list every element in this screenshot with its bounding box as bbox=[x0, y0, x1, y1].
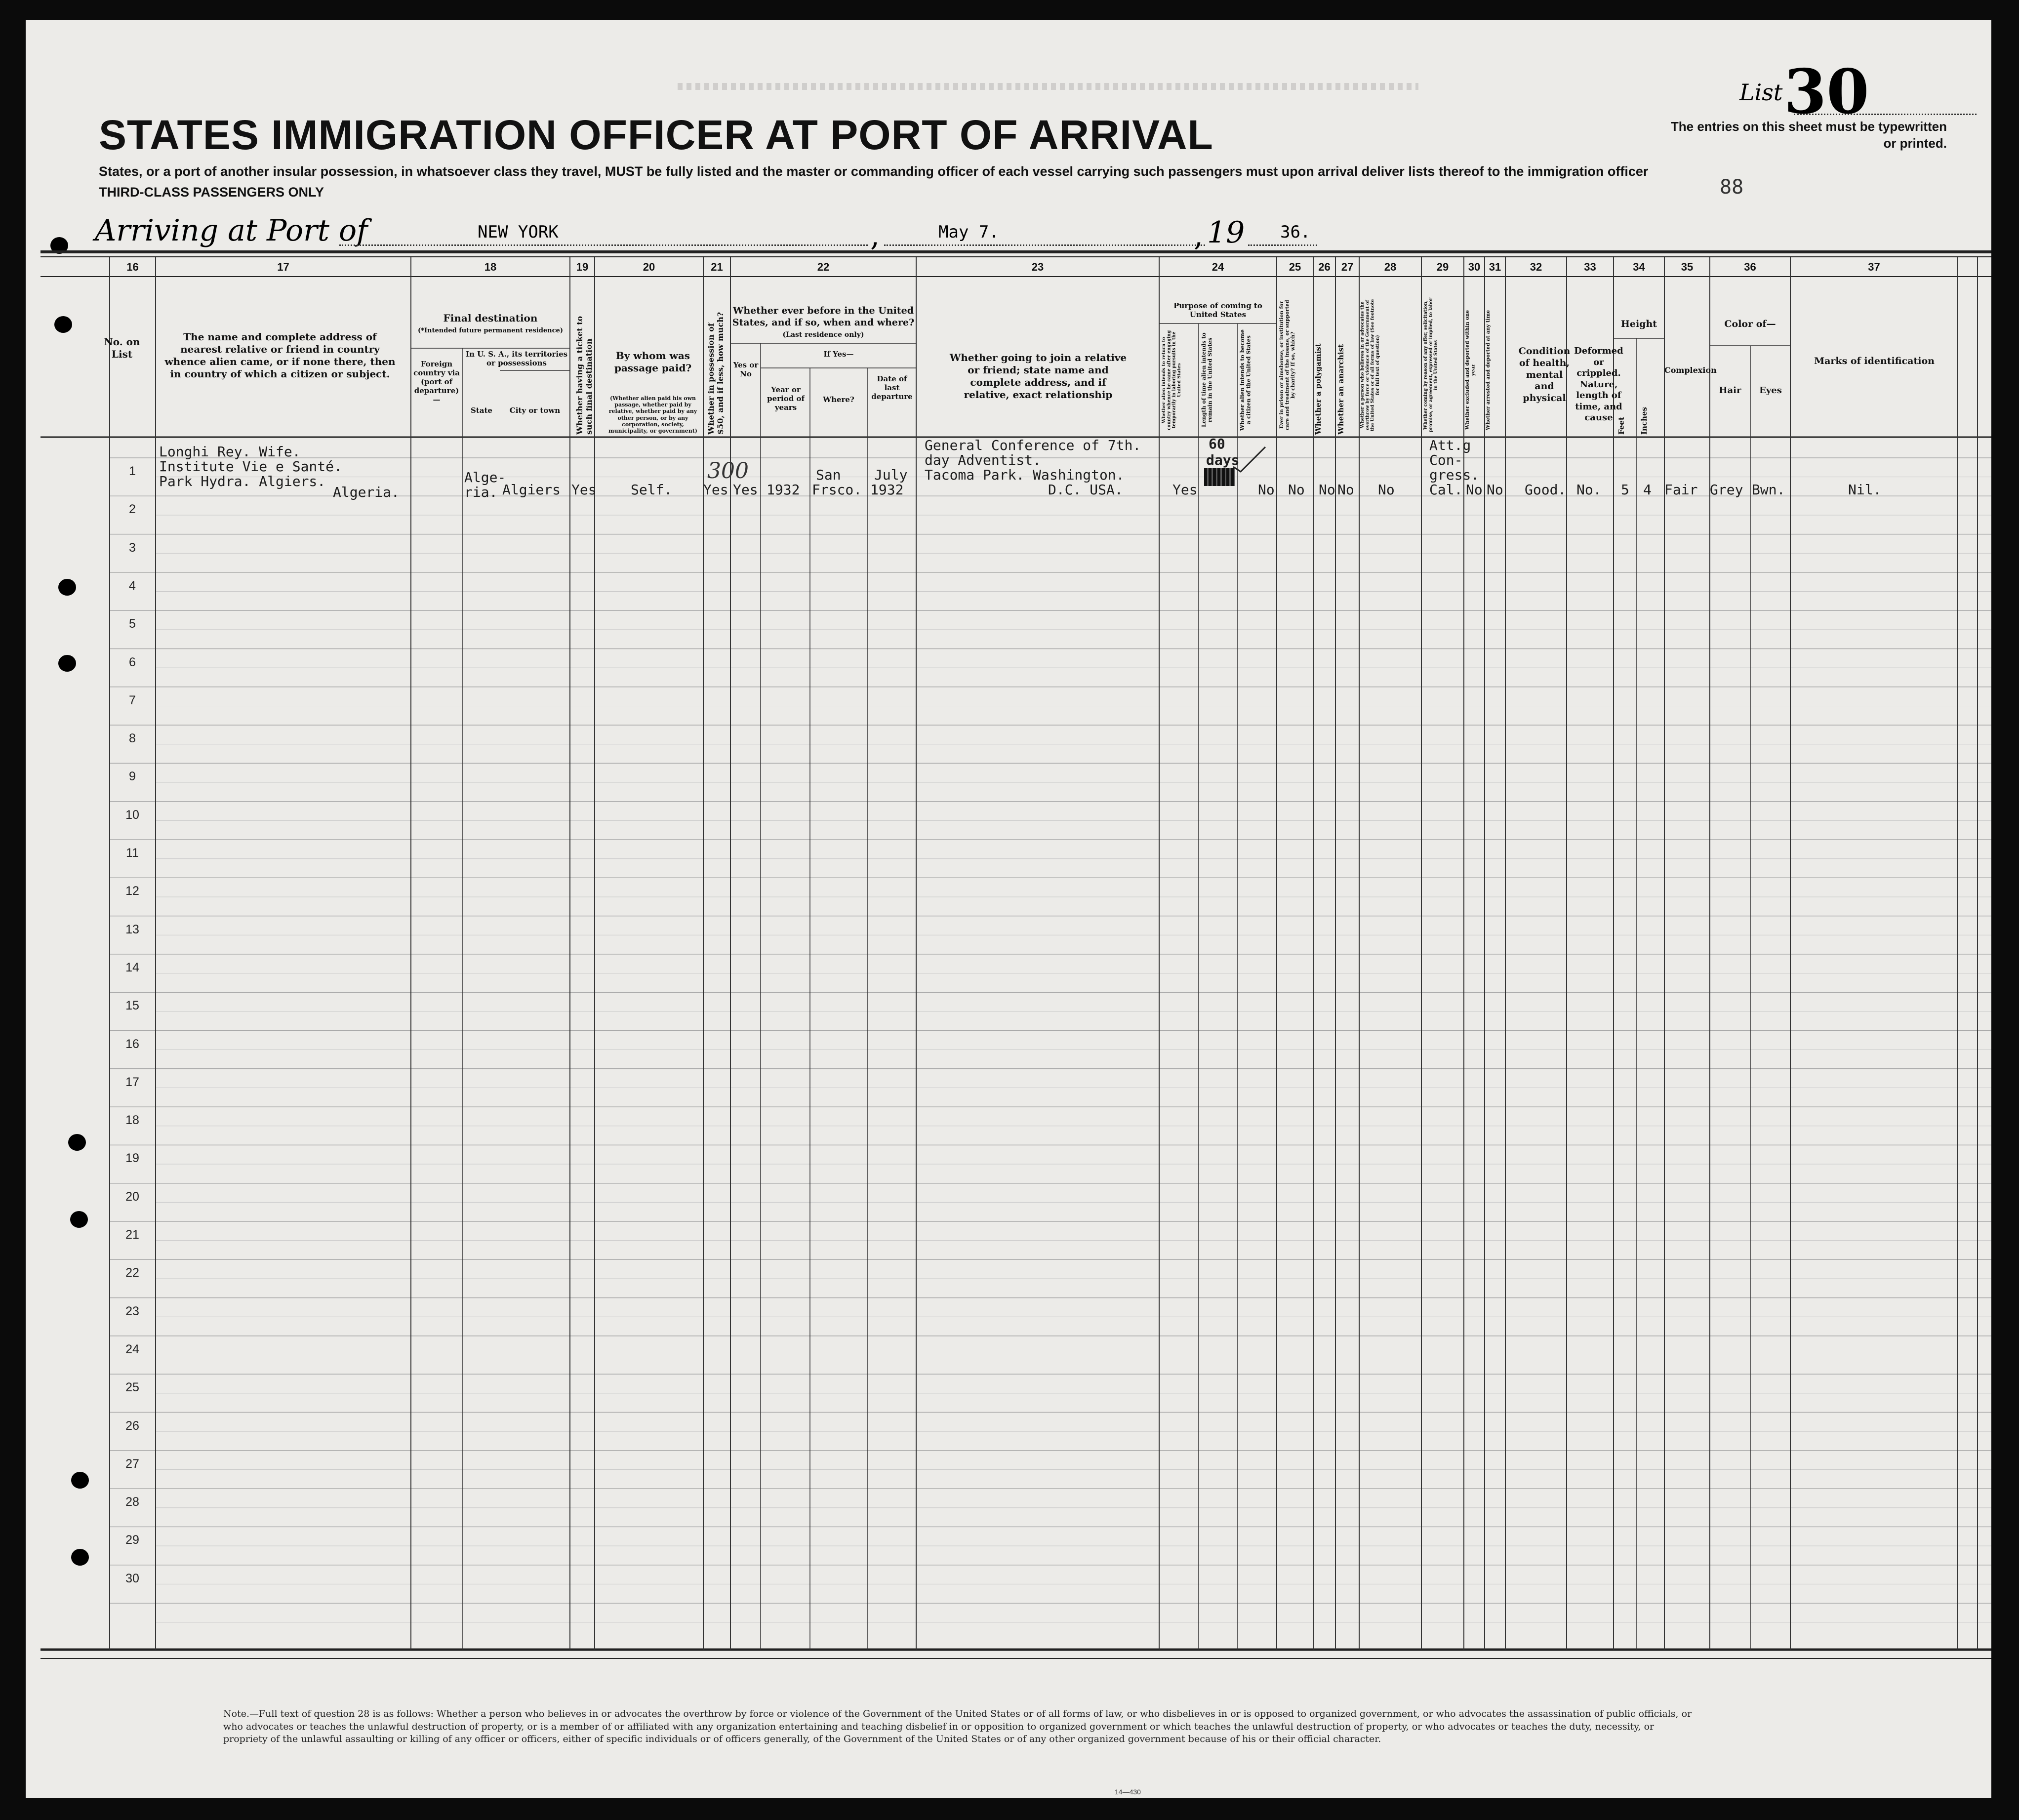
complexion-value: Fair bbox=[1664, 482, 1698, 498]
column-number: 17 bbox=[277, 261, 289, 273]
departure-value: July bbox=[874, 467, 908, 483]
money-value: Yes bbox=[703, 482, 728, 498]
row-number: 28 bbox=[125, 1495, 139, 1509]
length-of-stay-value: days bbox=[1206, 452, 1240, 468]
row-number: 24 bbox=[125, 1342, 139, 1356]
row-number: 30 bbox=[125, 1571, 139, 1585]
arrival-year: 36. bbox=[1280, 222, 1311, 242]
row-number: 13 bbox=[125, 922, 139, 936]
header-money: Whether in possession of $50, and if less, how much? bbox=[706, 312, 725, 435]
entries-note: The entries on this sheet must be typewritten or printed. bbox=[1670, 119, 1947, 151]
state-value: ria. bbox=[464, 484, 498, 500]
before-value: Yes bbox=[733, 482, 758, 498]
check-mark bbox=[1231, 445, 1270, 474]
joining-line: D.C. USA. bbox=[1048, 482, 1123, 498]
row-number: 14 bbox=[125, 960, 139, 974]
row-number: 21 bbox=[125, 1228, 139, 1242]
column-number: 32 bbox=[1530, 261, 1542, 273]
money-amount: 300 bbox=[707, 458, 749, 484]
row-number: 11 bbox=[126, 846, 139, 860]
question-28-value: No bbox=[1378, 482, 1395, 498]
footnote: Note.—Full text of question 28 is as follows: Whether a person who believes in or advocates the overthrow by force or violence of the Government of the United States or of all forms of law, or who disbelieves in or is opposed to organized government, or who advocates the assassination of public officials, or who advocates or teaches the unlawful destruction of property, or is a member of or affiliated with any organization entertaining and teaching disbelief in or opposition to organized government or which teaches the unlawful destruction of property, or who advocates or teaches the duty, necessity, or propriety of the unlawful assaulting or killing of any officer or officers, either of specific individuals or of officers generally, of the Government of the United States or of any other organized government because of his or their official character. bbox=[223, 1708, 1692, 1745]
relative-line: Longhi Rey. Wife. bbox=[159, 444, 301, 460]
polygamist-value: No bbox=[1319, 482, 1335, 498]
row-number: 5 bbox=[129, 617, 136, 631]
row-number: 8 bbox=[129, 731, 136, 746]
row-number: 18 bbox=[125, 1113, 139, 1128]
column-number: 31 bbox=[1489, 261, 1501, 273]
row-number: 17 bbox=[125, 1075, 139, 1089]
length-of-stay-value: 60 bbox=[1209, 436, 1225, 452]
labor-value: Att.g bbox=[1429, 437, 1471, 453]
relative-line: Park Hydra. Algiers. bbox=[159, 473, 326, 489]
joining-line: Tacoma Park. Washington. bbox=[925, 467, 1125, 483]
header-passage-paid: By whom was passage paid? bbox=[614, 350, 692, 374]
header-year-period: Year or period of years bbox=[767, 385, 805, 412]
header-anarchist: Whether an anarchist bbox=[1336, 344, 1345, 435]
column-number: 36 bbox=[1744, 261, 1756, 273]
manifest-sheet: STATES IMMIGRATION OFFICER AT PORT OF ARRIVAL States, or a port of another insular possession, in whatsoever class they travel, MUST be fully listed and the master or commanding officer of each vessel carrying such passengers must upon arrival deliver lists thereof to the immigration officer THIRD-CLASS PASSENGERS ONLY List 30 The entries on this sheet must be typewritten or printed. 88 Arriving at Port of NEW YORK , May 7. , 19 36. 16 17 18 19 20 21 22 23 24 25 26 27 28 29 30 31 32 33 34 35 36 37 No. on List The name and complete address of nearest relative or friend in country whence alien came, or if none there, then in country of which a citizen or subject. Final destination (*Intended future permanent residence) Foreign country via (port of departure)— In U. S. A., its territories or possessions State City or town Whether having a ticket to such final destination By whom was passage paid? (Whether alien paid his own passage, whether paid by relative, whether paid by any other person, or by any corporation, society, municipality, or government) Whether in possession of $50, and if less, how much? Whether ever before in the United States, and if so, when and where? (Last residence only) Yes or No If Yes— Year or period of years Where? Date of last departure Whether going to join a relative or friend; state name and complete address, and if relative, exact relationship Purpose of coming to United States Whether alien intends to return to country whence he came after engaging temporarily in laboring pursuits in the United States Length of time alien intends to remain in the United States Whether alien intends to become a citizen of the United States Ever in prison or almshouse, or institution for care and treatment of the insane, or supported by charity? If so, which? Whether a polygamist Whether an anarchist Whether a person who believes in or advocates the overthrow by force or violence of the Government of the United States or of all forms of law (See footnote for full text of question) Whether coming by reason of any offer, solicitation, promise, or agreement, expressed or implied, to labor in the United States Whether excluded and deported within one year Whether arrested and deported at any time Condition of health, mental and physical Deformed or crippled. Nature, length of time, and cause Height Feet Inches Complexion Color of— Hair Eyes Marks of identification 1 2 3 4 5 6 7 8 9 10 11 12 13 14 15 16 17 18 19 20 21 22 23 24 25 26 27 28 29 30 Longhi Rey. Wife. Institute Vie e Santé. Park Hydra. Algiers. Algeria. Alge- ria. Algiers Yes Self. 300 Yes Yes 1932 San Frsco. July 1932 General Conference of 7th. day Adventist. Tacoma Park. Washington. D.C. USA. Yes 60 days No No No No No Att.g Con- gress. Cal. No No Good. No. 5 4 Fair Grey Bwn. Nil. Note.—Full text of question 28 is as follows: Whether a person who believes in or advocates the overthrow by force or violence of the Government of the United States or of all forms of law, or who disbelieves in or is opposed to organized government, or who advocates the assassination of public officials, or who advocates or teaches the unlawful destruction of property, or is a member of or affiliated with any organization entertaining and teaching disbelief in or opposition to organized government or which teaches the unlawful destruction of property, or who advocates or teaches the duty, necessity, or propriety of the unlawful assaulting or killing of any officer or officers, either of specific individuals or of officers generally, of the Government of the United States or of any other organized government because of his or their official character. 14—430 bbox=[26, 20, 1991, 1798]
row-number: 15 bbox=[125, 999, 139, 1013]
row-number: 26 bbox=[125, 1418, 139, 1433]
joining-line: day Adventist. bbox=[925, 452, 1042, 468]
column-number: 26 bbox=[1318, 261, 1331, 273]
state-value: Alge- bbox=[464, 469, 506, 485]
deformed-value: No. bbox=[1576, 482, 1602, 498]
header-inches: Inches bbox=[1640, 407, 1649, 435]
arrival-date: May 7. bbox=[938, 222, 999, 242]
header-marks: Marks of identification bbox=[1814, 356, 1935, 366]
health-value: Good. bbox=[1525, 482, 1567, 498]
row-number: 27 bbox=[125, 1456, 139, 1471]
header-last-departure: Date of last departure bbox=[871, 374, 913, 401]
header-hair: Hair bbox=[1719, 385, 1741, 396]
joining-line: General Conference of 7th. bbox=[925, 437, 1141, 453]
row-number: 16 bbox=[125, 1037, 139, 1051]
labor-value: gress. bbox=[1429, 467, 1480, 483]
header-relative: The name and complete address of nearest relative or friend in country whence alien came, or if none there, then in country of which a citizen or subject. bbox=[164, 331, 396, 380]
form-title: STATES IMMIGRATION OFFICER AT PORT OF ARRIVAL bbox=[99, 112, 1213, 158]
row-number: 2 bbox=[129, 502, 136, 517]
row-number: 4 bbox=[129, 578, 136, 593]
table-grid bbox=[26, 20, 1991, 1798]
row-number: 1 bbox=[129, 464, 136, 478]
header-feet: Feet bbox=[1617, 417, 1626, 435]
year-value: 1932 bbox=[767, 482, 800, 498]
header-passage-note: (Whether alien paid his own passage, whether paid by relative, whether paid by any other person, or by any corporation, society, municipality, or government) bbox=[608, 395, 698, 434]
header-yes-or-no: Yes or No bbox=[733, 361, 759, 378]
column-number: 24 bbox=[1211, 261, 1224, 273]
arrival-century: 19 bbox=[1207, 215, 1245, 250]
column-number: 22 bbox=[817, 261, 830, 273]
header-city: City or town bbox=[509, 406, 561, 415]
form-instructions: States, or a port of another insular possession, in whatsoever class they travel, MUST be fully listed and the master or commanding officer of each vessel carrying such passengers must upon arrival deliver lists thereof to the immigration officer bbox=[99, 164, 1649, 179]
feet-value: 5 bbox=[1621, 482, 1629, 498]
hair-value: Grey bbox=[1710, 482, 1743, 498]
list-label: List bbox=[1739, 79, 1783, 106]
column-number: 18 bbox=[484, 261, 497, 273]
column-number: 21 bbox=[711, 261, 723, 273]
column-number: 23 bbox=[1031, 261, 1044, 273]
column-number: 27 bbox=[1341, 261, 1354, 273]
column-number: 37 bbox=[1868, 261, 1880, 273]
row-number: 23 bbox=[125, 1304, 139, 1318]
column-number: 33 bbox=[1584, 261, 1596, 273]
header-final-destination-note: (*Intended future permanent residence) bbox=[418, 327, 563, 334]
where-value: San bbox=[816, 467, 841, 483]
labor-value: Con- bbox=[1429, 452, 1463, 468]
header-health: Condition of health, mental and physical bbox=[1518, 346, 1571, 404]
row-number: 12 bbox=[125, 884, 139, 898]
ticket-value: Yes bbox=[571, 482, 597, 498]
row-number: 3 bbox=[129, 540, 136, 555]
struck-out-text bbox=[1204, 468, 1235, 486]
header-if-yes: If Yes— bbox=[823, 350, 854, 359]
header-length-of-stay: Length of time alien intends to remain in the United States bbox=[1201, 332, 1213, 428]
row-number: 10 bbox=[125, 808, 139, 822]
row-number: 9 bbox=[129, 769, 136, 784]
marks-value: Nil. bbox=[1848, 482, 1882, 498]
page-number: 88 bbox=[1720, 176, 1744, 199]
prison-value: No bbox=[1288, 482, 1305, 498]
header-arrested: Whether arrested and deported at any time bbox=[1486, 310, 1491, 430]
header-last-residence: (Last residence only) bbox=[782, 331, 864, 339]
column-number: 16 bbox=[126, 261, 139, 273]
row-number: 20 bbox=[125, 1189, 139, 1204]
where-value: Frsco. bbox=[812, 482, 862, 498]
row-number: 6 bbox=[129, 655, 136, 669]
column-number: 30 bbox=[1468, 261, 1481, 273]
header-list-no: No. on List bbox=[104, 336, 140, 360]
header-complexion: Complexion bbox=[1664, 365, 1717, 375]
passenger-class: THIRD-CLASS PASSENGERS ONLY bbox=[99, 185, 324, 200]
excluded-value: No bbox=[1466, 482, 1483, 498]
column-number: 25 bbox=[1289, 261, 1301, 273]
column-number: 35 bbox=[1681, 261, 1694, 273]
row-number: 25 bbox=[125, 1380, 139, 1395]
header-foreign-country: Foreign country via (port of departure)— bbox=[413, 360, 460, 404]
column-number: 28 bbox=[1384, 261, 1397, 273]
header-labor-offer: Whether coming by reason of any offer, solicitation, promise, or agreement, expressed or implied, to labor in the United States bbox=[1423, 297, 1439, 433]
row-number: 29 bbox=[125, 1533, 139, 1547]
bleed-through bbox=[678, 83, 1418, 90]
header-ticket: Whether having a ticket to such final destination bbox=[575, 316, 594, 435]
column-number: 20 bbox=[643, 261, 655, 273]
anarchist-value: No bbox=[1337, 482, 1354, 498]
relative-line: Institute Vie e Santé. bbox=[159, 458, 342, 475]
header-prison: Ever in prison or almshouse, or institution for care and treatment of the insane, or supported by charity? If so, which? bbox=[1279, 300, 1296, 430]
inches-value: 4 bbox=[1643, 482, 1652, 498]
header-citizen-intent: Whether alien intends to become a citizen of the United States bbox=[1239, 329, 1252, 431]
header-before-in-us: Whether ever before in the United States, and if so, when and where? bbox=[732, 305, 915, 328]
form-number: 14—430 bbox=[1115, 1788, 1141, 1796]
header-height: Height bbox=[1620, 319, 1657, 329]
relative-line: Algeria. bbox=[333, 484, 400, 500]
citizen-value: No bbox=[1258, 482, 1275, 498]
row-number: 22 bbox=[125, 1266, 139, 1280]
header-joining: Whether going to join a relative or friend; state name and complete address, and if relative, exact relationship bbox=[949, 352, 1127, 401]
header-purpose: Purpose of coming to United States bbox=[1173, 301, 1262, 319]
row-number: 7 bbox=[129, 693, 136, 707]
departure-value: 1932 bbox=[870, 482, 904, 498]
arriving-label: Arriving at Port of bbox=[95, 213, 368, 248]
list-number: 30 bbox=[1784, 56, 1869, 128]
header-state: State bbox=[471, 406, 492, 415]
column-number: 29 bbox=[1436, 261, 1449, 273]
column-number: 34 bbox=[1633, 261, 1645, 273]
header-in-usa: In U. S. A., its territories or possessions bbox=[465, 350, 568, 367]
header-deformed: Deformed or crippled. Nature, length of time, and cause bbox=[1574, 346, 1623, 423]
purpose-value: Yes bbox=[1172, 482, 1198, 498]
eyes-value: Bwn. bbox=[1752, 482, 1785, 498]
header-question-28: Whether a person who believes in or advocates the overthrow by force or violence of the Government of the United States or of all forms of law (See footnote for full text of question) bbox=[1360, 299, 1381, 431]
row-number: 19 bbox=[125, 1151, 139, 1166]
labor-value: Cal. bbox=[1429, 482, 1463, 498]
header-eyes: Eyes bbox=[1759, 385, 1782, 396]
passage-value: Self. bbox=[631, 482, 673, 498]
arrested-value: No bbox=[1487, 482, 1503, 498]
column-number: 19 bbox=[576, 261, 589, 273]
header-where: Where? bbox=[823, 395, 854, 404]
header-final-destination: Final destination bbox=[443, 312, 538, 324]
header-return-intent: Whether alien intends to return to country whence he came after engaging temporarily in laboring pursuits in the United States bbox=[1162, 330, 1182, 430]
header-polygamist: Whether a polygamist bbox=[1314, 343, 1323, 435]
header-color-of: Color of— bbox=[1724, 319, 1776, 329]
city-value: Algiers bbox=[502, 482, 561, 498]
header-excluded: Whether excluded and deported within one year bbox=[1465, 310, 1476, 430]
arrival-port: NEW YORK bbox=[478, 222, 559, 242]
